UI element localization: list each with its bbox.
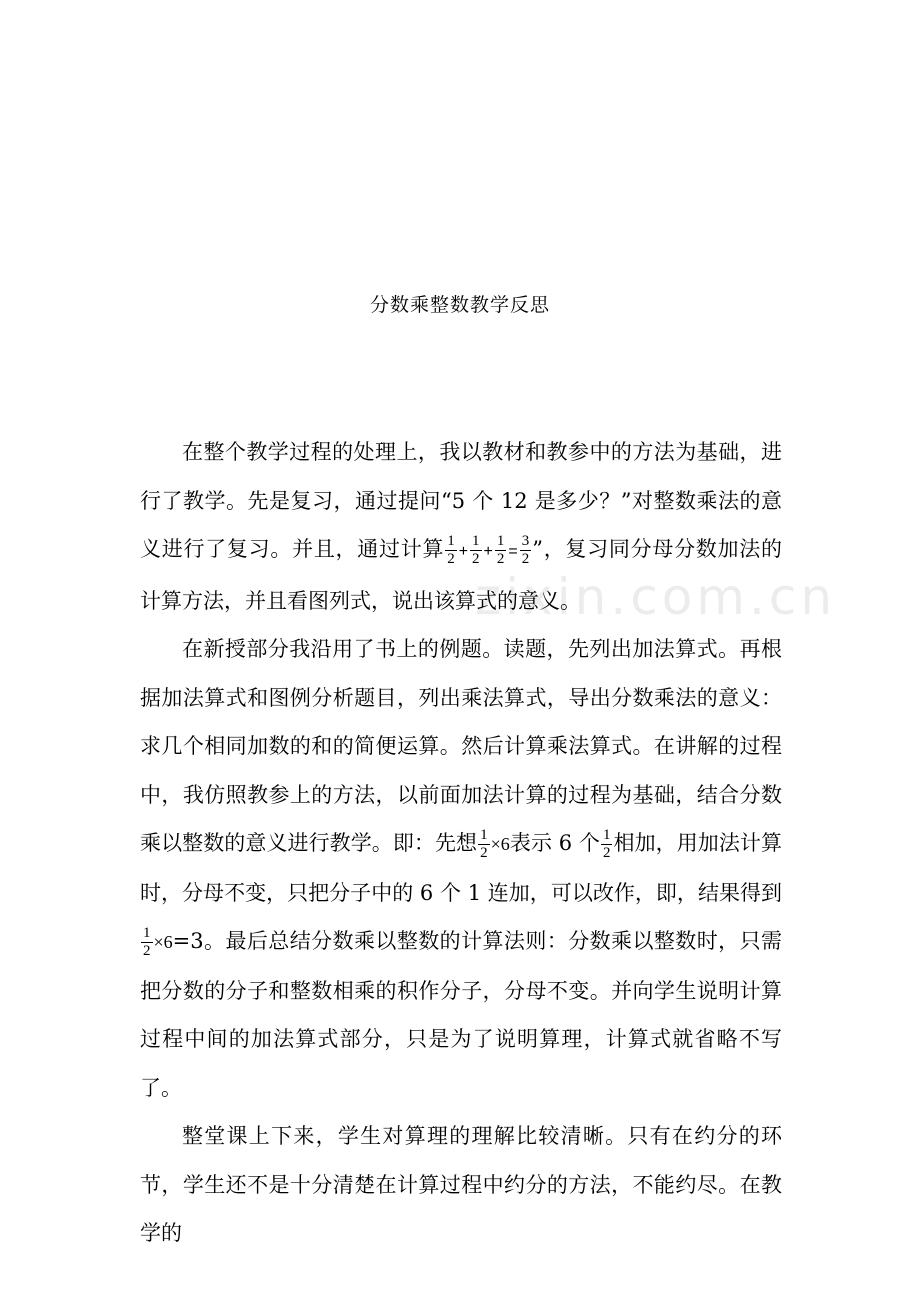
paragraph-2-text-a: 在新授部分我沿用了书上的例题。读题，先列出加法算式。再根据加法算式和图例分析题目，列出乘法算式，导出分数乘法的意义：求几个相同加数的和的简便运算。然后计算乘法算式。在讲解的过程中，我仿照教参上的方法，以前面加法计算的过程为基础，结合分数乘以整数的意义进行教学。即：先想 <box>140 637 782 855</box>
times-six: ×6 <box>490 834 510 854</box>
paragraph-2 <box>140 625 782 1112</box>
fraction-one-half: $\frac{1}{2}$ <box>496 533 505 567</box>
fraction-one-half: $\frac{1}{2}$ <box>602 827 611 861</box>
document-body <box>140 428 782 1258</box>
paragraph-2-text-b: 表示 6 个 <box>509 831 600 855</box>
paragraph-2-text-c: 相加，用加法计算时，分母不变，只把分子中的 6 个 1 连加，可以改作，即，结果得到 <box>140 831 783 905</box>
equals-sign: = <box>508 543 518 560</box>
watermark: zixin.com.cn <box>475 568 837 626</box>
plus-sign: + <box>483 543 493 560</box>
fraction-three-halves: $\frac{3}{2}$ <box>521 533 530 567</box>
paragraph-1 <box>140 428 782 625</box>
fraction-one-half: $\frac{1}{2}$ <box>143 925 151 959</box>
plus-sign: + <box>458 543 469 560</box>
fraction-one-half: $\frac{1}{2}$ <box>447 533 455 567</box>
fraction-one-half: $\frac{1}{2}$ <box>472 533 480 567</box>
paragraph-1-text-b: ”，复习同分母分数加法的计算方法，并且看图列式，说出该算式的意义。 <box>140 537 782 613</box>
paragraph-1-text-a: 在整个教学过程的处理上，我以教材和教参中的方法为基础，进行了教学。先是复习，通过提问“5 个 12 是多少？”对整数乘法的意义进行了复习。并且，通过计算 <box>140 440 782 561</box>
paragraph-3: 整堂课上下来，学生对算理的理解比较清晰。只有在约分的环节，学生还不是十分清楚在计算过程中约分的方法，不能约尽。在教学的 <box>140 1124 782 1245</box>
document-title: 分数乘整数教学反思 <box>369 294 550 316</box>
times-six: ×6 <box>153 932 173 952</box>
fraction-one-half: $\frac{1}{2}$ <box>480 827 488 861</box>
paragraph-2-text-d: =3。最后总结分数乘以整数的计算法则：分数乘以整数时，只需把分数的分子和整数相乘的积作分子，分母不变。并向学生说明计算过程中间的加法算式部分，只是为了说明算理，计算式就省略不写了。 <box>140 929 782 1100</box>
